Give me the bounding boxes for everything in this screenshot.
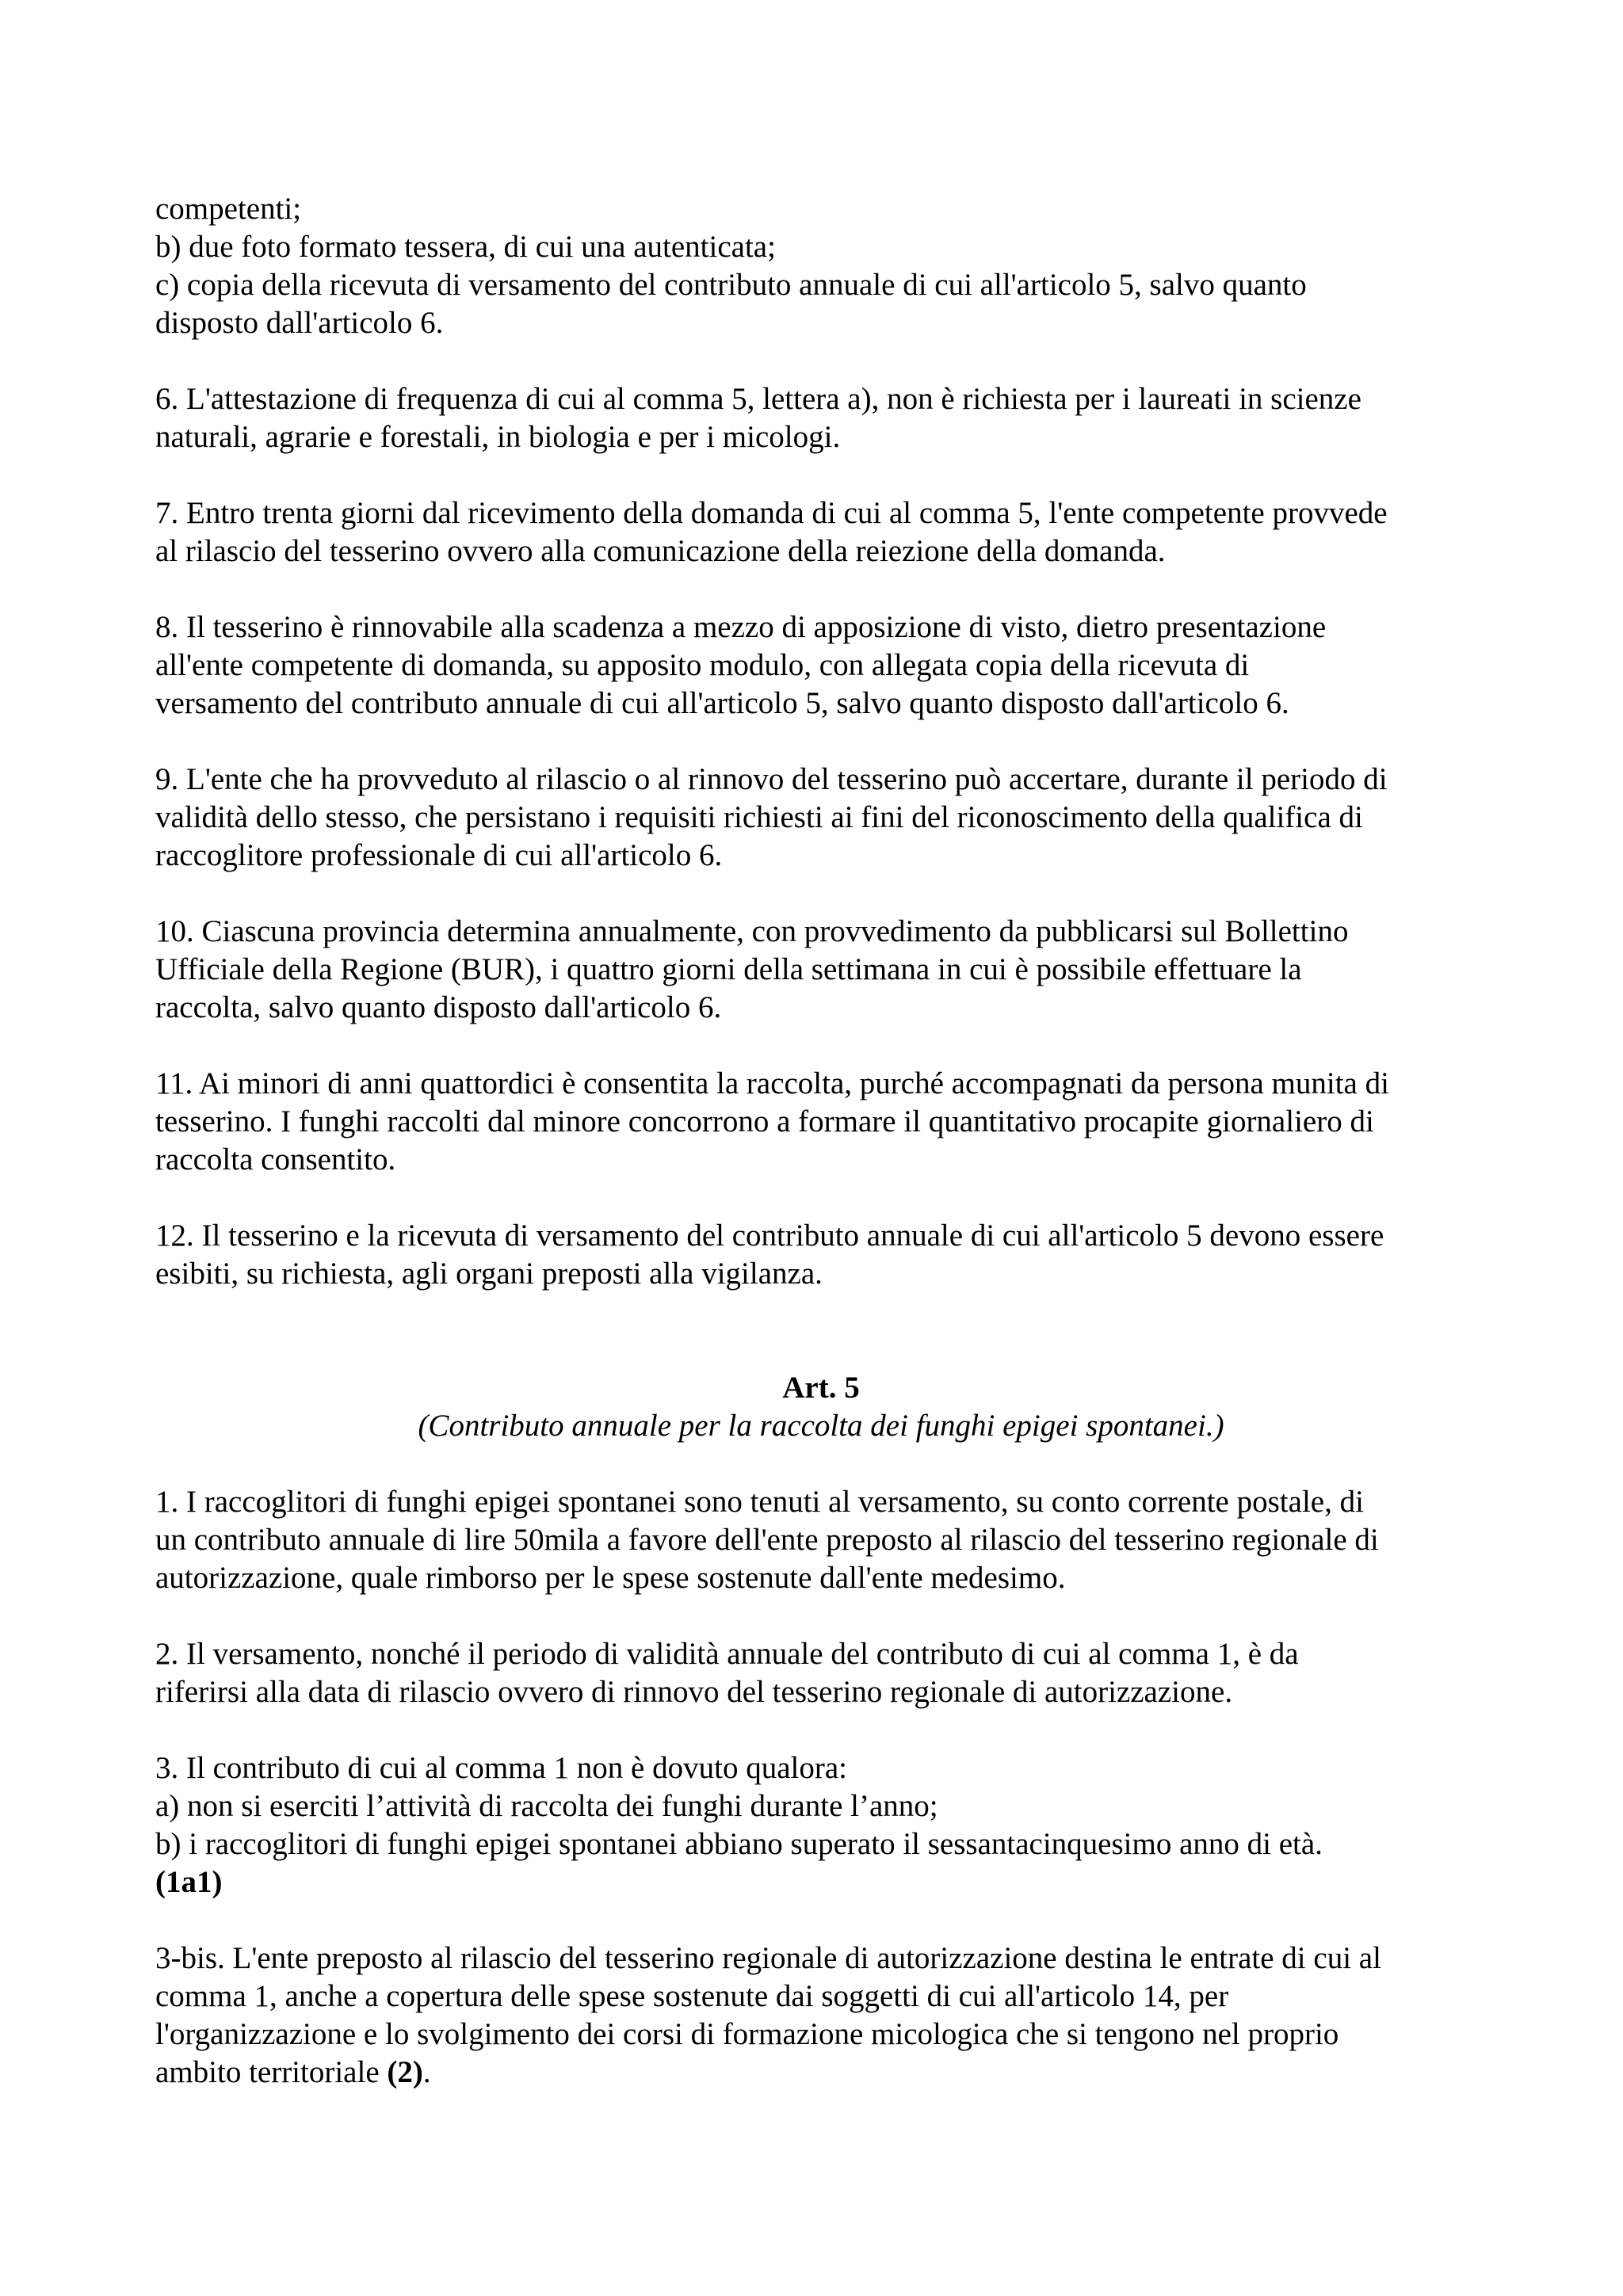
text-line: 3. Il contributo di cui al comma 1 non è dovuto qualora: — [155, 1751, 847, 1785]
text-line: un contributo annuale di lire 50mila a favore dell'ente preposto al rilascio del tesserino regionale di — [155, 1523, 1379, 1557]
text-line: riferirsi alla data di rilascio ovvero di rinnovo del tesserino regionale di autorizzazione. — [155, 1675, 1233, 1709]
text-line: 12. Il tesserino e la ricevuta di versamento del contributo annuale di cui all'articolo 5 devono essere — [155, 1219, 1384, 1253]
text-line: competenti; — [155, 192, 302, 226]
text-line: raccoglitore professionale di cui all'articolo 6. — [155, 838, 723, 872]
paragraph-art5-comma-2 — [155, 1635, 1487, 1711]
text-line: raccolta consentito. — [155, 1142, 396, 1177]
text-line: all'ente competente di domanda, su apposito modulo, con allegata copia della ricevuta di — [155, 648, 1250, 682]
text-line: disposto dall'articolo 6. — [155, 306, 444, 340]
text-line: al rilascio del tesserino ovvero alla comunicazione della reiezione della domanda. — [155, 534, 1166, 568]
text-line: autorizzazione, quale rimborso per le spese sostenute dall'ente medesimo. — [155, 1561, 1066, 1595]
text-line: esibiti, su richiesta, agli organi preposti alla vigilanza. — [155, 1257, 823, 1291]
paragraph-top-block — [155, 190, 1487, 342]
text-line: 2. Il versamento, nonché il periodo di validità annuale del contributo di cui al comma 1, è da — [155, 1637, 1299, 1671]
paragraph-art5-comma-3 — [155, 1749, 1487, 1901]
document-page — [155, 190, 1487, 2130]
article-title: Art. 5 — [782, 1371, 860, 1405]
text-line-with-note — [155, 2054, 1487, 2092]
paragraph-art5-comma-1 — [155, 1483, 1487, 1597]
text-fragment: ambito territoriale — [155, 2055, 388, 2089]
text-line: versamento del contributo annuale di cui all'articolo 5, salvo quanto disposto dall'articolo 6. — [155, 686, 1289, 720]
text-line: comma 1, anche a copertura delle spese sostenute dai soggetti di cui all'articolo 14, per — [155, 1979, 1229, 2013]
text-line: l'organizzazione e lo svolgimento dei corsi di formazione micologica che si tengono nel proprio — [155, 2017, 1339, 2051]
paragraph-comma-12 — [155, 1217, 1487, 1293]
text-line: b) due foto formato tessera, di cui una autenticata; — [155, 230, 776, 264]
text-line: tesserino. I funghi raccolti dal minore concorrono a formare il quantitativo procapite giornaliero di — [155, 1104, 1374, 1138]
article-subtitle: (Contributo annuale per la raccolta dei funghi epigei spontanei.) — [418, 1409, 1224, 1443]
text-line: 9. L'ente che ha provveduto al rilascio o al rinnovo del tesserino può accertare, durante il periodo di — [155, 762, 1388, 796]
text-line: 1. I raccoglitori di funghi epigei spontanei sono tenuti al versamento, su conto corrente postale, di — [155, 1485, 1364, 1519]
footnote-reference: (1a1) — [155, 1865, 223, 1899]
text-line: 6. L'attestazione di frequenza di cui al comma 5, lettera a), non è richiesta per i laureati in scienze — [155, 382, 1361, 416]
text-fragment: . — [422, 2055, 431, 2089]
paragraph-comma-6 — [155, 380, 1487, 456]
paragraph-comma-11 — [155, 1065, 1487, 1179]
text-line: raccolta, salvo quanto disposto dall'articolo 6. — [155, 990, 722, 1024]
text-line: a) non si eserciti l’attività di raccolta dei funghi durante l’anno; — [155, 1789, 938, 1823]
text-line: 7. Entro trenta giorni dal ricevimento della domanda di cui al comma 5, l'ente competente provvede — [155, 496, 1388, 530]
paragraph-comma-8 — [155, 608, 1487, 723]
text-line: 11. Ai minori di anni quattordici è consentita la raccolta, purché accompagnati da persona munita di — [155, 1066, 1389, 1100]
article-heading — [155, 1369, 1487, 1445]
text-line: 10. Ciascuna provincia determina annualmente, con provvedimento da pubblicarsi sul Bollettino — [155, 914, 1349, 948]
paragraph-comma-9 — [155, 761, 1487, 875]
text-line: b) i raccoglitori di funghi epigei spontanei abbiano superato il sessantacinquesimo anno di età. — [155, 1827, 1323, 1861]
text-line: Ufficiale della Regione (BUR), i quattro giorni della settimana in cui è possibile effettuare la — [155, 952, 1302, 986]
paragraph-comma-10 — [155, 913, 1487, 1027]
text-line: 8. Il tesserino è rinnovabile alla scadenza a mezzo di apposizione di visto, dietro presentazione — [155, 610, 1327, 644]
paragraph-comma-7 — [155, 494, 1487, 570]
text-line: c) copia della ricevuta di versamento del contributo annuale di cui all'articolo 5, salvo quanto — [155, 268, 1307, 302]
paragraph-art5-comma-3bis — [155, 1939, 1487, 2092]
text-line: 3-bis. L'ente preposto al rilascio del tesserino regionale di autorizzazione destina le entrate di cui al — [155, 1941, 1381, 1975]
text-line: naturali, agrarie e forestali, in biologia e per i micologi. — [155, 420, 841, 454]
footnote-reference: (2) — [387, 2055, 423, 2089]
text-line: validità dello stesso, che persistano i requisiti richiesti ai fini del riconoscimento della qualifica di — [155, 800, 1363, 834]
